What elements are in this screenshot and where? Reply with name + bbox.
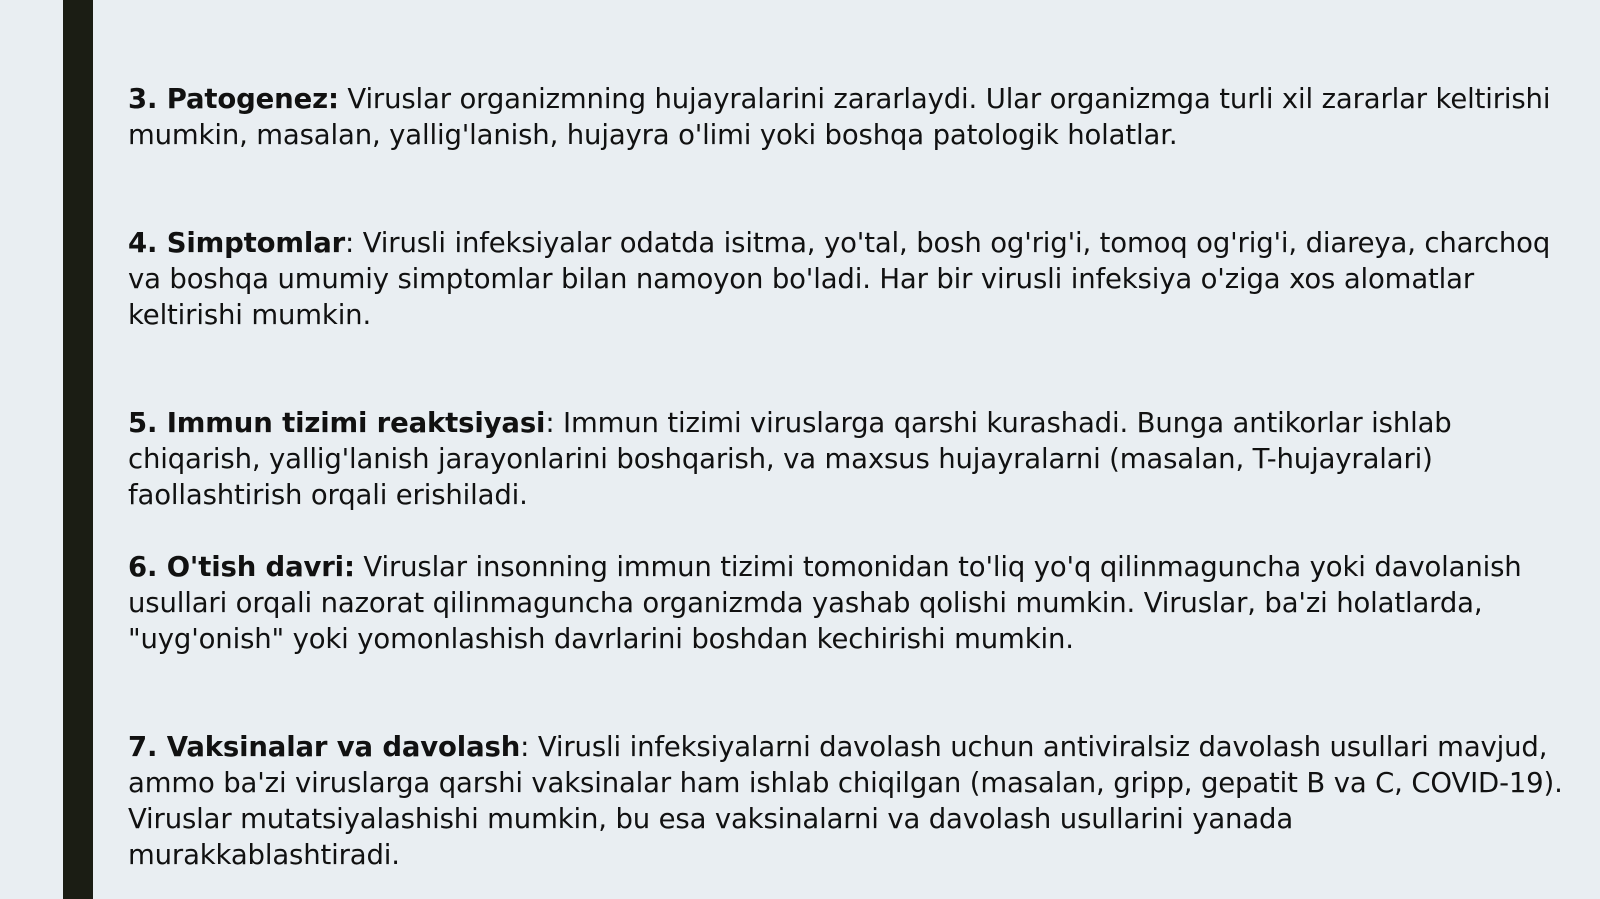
paragraph-heading: 6. O'tish davri: [128,551,355,583]
paragraph-body: : Immun tizimi viruslarga qarshi kurashadi. Bunga antikorlar ishlab chiqarish, yallig'lanish jarayonlarini boshqarish, va maxsus hujayralarni (masalan, T-hujayralari) faollashtirish orqali erishiladi. [128,407,1452,511]
paragraph-body: : Virusli infeksiyalarni davolash uchun antiviralsiz davolash usullari mavjud, ammo ba'zi viruslarga qarshi vaksinalar ham ishlab chiqilgan (masalan, gripp, gepatit B va C, COVID-19). Viruslar mutatsiyalashishi mumkin, bu esa vaksinalarni va davolash usullarini yanada murakkablashtiradi. [128,731,1563,871]
paragraph-body: Viruslar organizmning hujayralarini zararlaydi. Ular organizmga turli xil zararlar keltirishi mumkin, masalan, yallig'lanish, hujayra o'limi yoki boshqa patologik holatlar. [128,83,1551,151]
paragraph-body: Viruslar insonning immun tizimi tomonidan to'liq yo'q qilinmaguncha yoki davolanish usullari orqali nazorat qilinmaguncha organizmda yashab qolishi mumkin. Viruslar, ba'zi holatlarda, "uyg'onish" yoki yomonlashish davrlarini boshdan kechirishi mumkin. [128,551,1522,655]
paragraph-simptomlar [128,225,1568,333]
paragraph-heading: 4. Simptomlar [128,227,346,259]
paragraph-heading: 7. Vaksinalar va davolash [128,731,521,763]
paragraph-otish-davri [128,549,1568,657]
paragraph-immun-tizimi [128,405,1568,513]
accent-bar [63,0,93,899]
paragraph-vaksinalar [128,729,1568,873]
paragraph-heading: 3. Patogenez: [128,83,339,115]
paragraph-body: : Virusli infeksiyalar odatda isitma, yo'tal, bosh og'rig'i, tomoq og'rig'i, diareya, charchoq va boshqa umumiy simptomlar bilan namoyon bo'ladi. Har bir virusli infeksiya o'ziga xos alomatlar keltirishi mumkin. [128,227,1551,331]
paragraph-patogenez [128,81,1568,153]
paragraph-heading: 5. Immun tizimi reaktsiyasi [128,407,546,439]
